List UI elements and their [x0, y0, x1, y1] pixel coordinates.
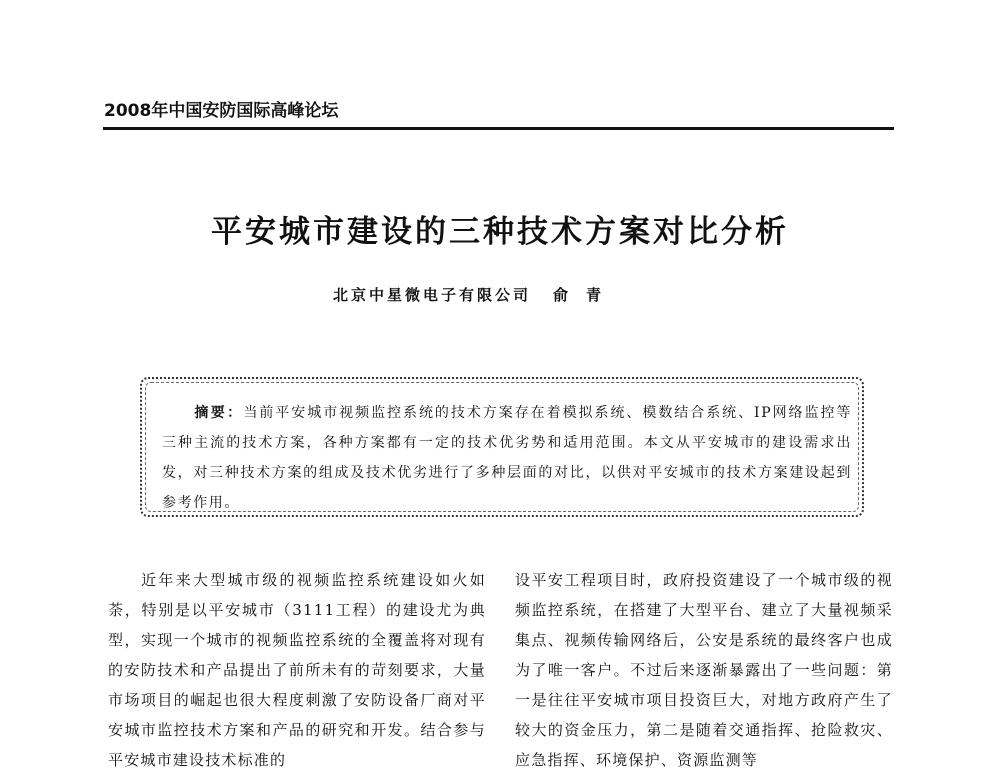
right-column-text: 设平安工程项目时，政府投资建设了一个城市级的视频监控系统，在搭建了大型平台、建立了大量视频采集点、视频传输网络后，公安是系统的最终客户也成为了唯一客户。不过后来逐渐暴露出了一些问题：第一是往往平安城市项目投资巨大，对地方政府产生了较大的资金压力，第二是随着交通指挥、抢险救灾、应急指挥、环境保护、资源监测等: [515, 571, 893, 769]
abstract: [162, 398, 852, 518]
body-left-column: [108, 565, 486, 775]
article-title: 平安城市建设的三种技术方案对比分析: [211, 214, 789, 250]
author: 俞青: [553, 286, 620, 304]
left-column-text: 近年来大型城市级的视频监控系统建设如火如荼，特别是以平安城市（3111工程）的建设尤为典型，实现一个城市的视频监控系统的全覆盖将对现有的安防技术和产品提出了前所未有的苛刻要求，大量市场项目的崛起也很大程度刺激了安防设备厂商对平安城市监控技术方案和产品的研究和开发。结合参与平安城市建设技术标准的: [108, 571, 486, 769]
abstract-label: 摘要：: [194, 405, 244, 421]
body-right-column: [515, 565, 893, 775]
affiliation: 北京中星微电子有限公司: [333, 286, 532, 304]
conference-header: 2008年中国安防国际高峰论坛: [104, 101, 339, 121]
abstract-text: 当前平安城市视频监控系统的技术方案存在着模拟系统、模数结合系统、IP网络监控等三种主流的技术方案，各种方案都有一定的技术优劣势和适用范围。本文从平安城市的建设需求出发，对三种技术方案的组成及技术优劣进行了多种层面的对比，以供对平安城市的技术方案建设起到参考作用。: [162, 405, 852, 511]
byline: [333, 284, 619, 305]
header-rule: [103, 127, 894, 130]
